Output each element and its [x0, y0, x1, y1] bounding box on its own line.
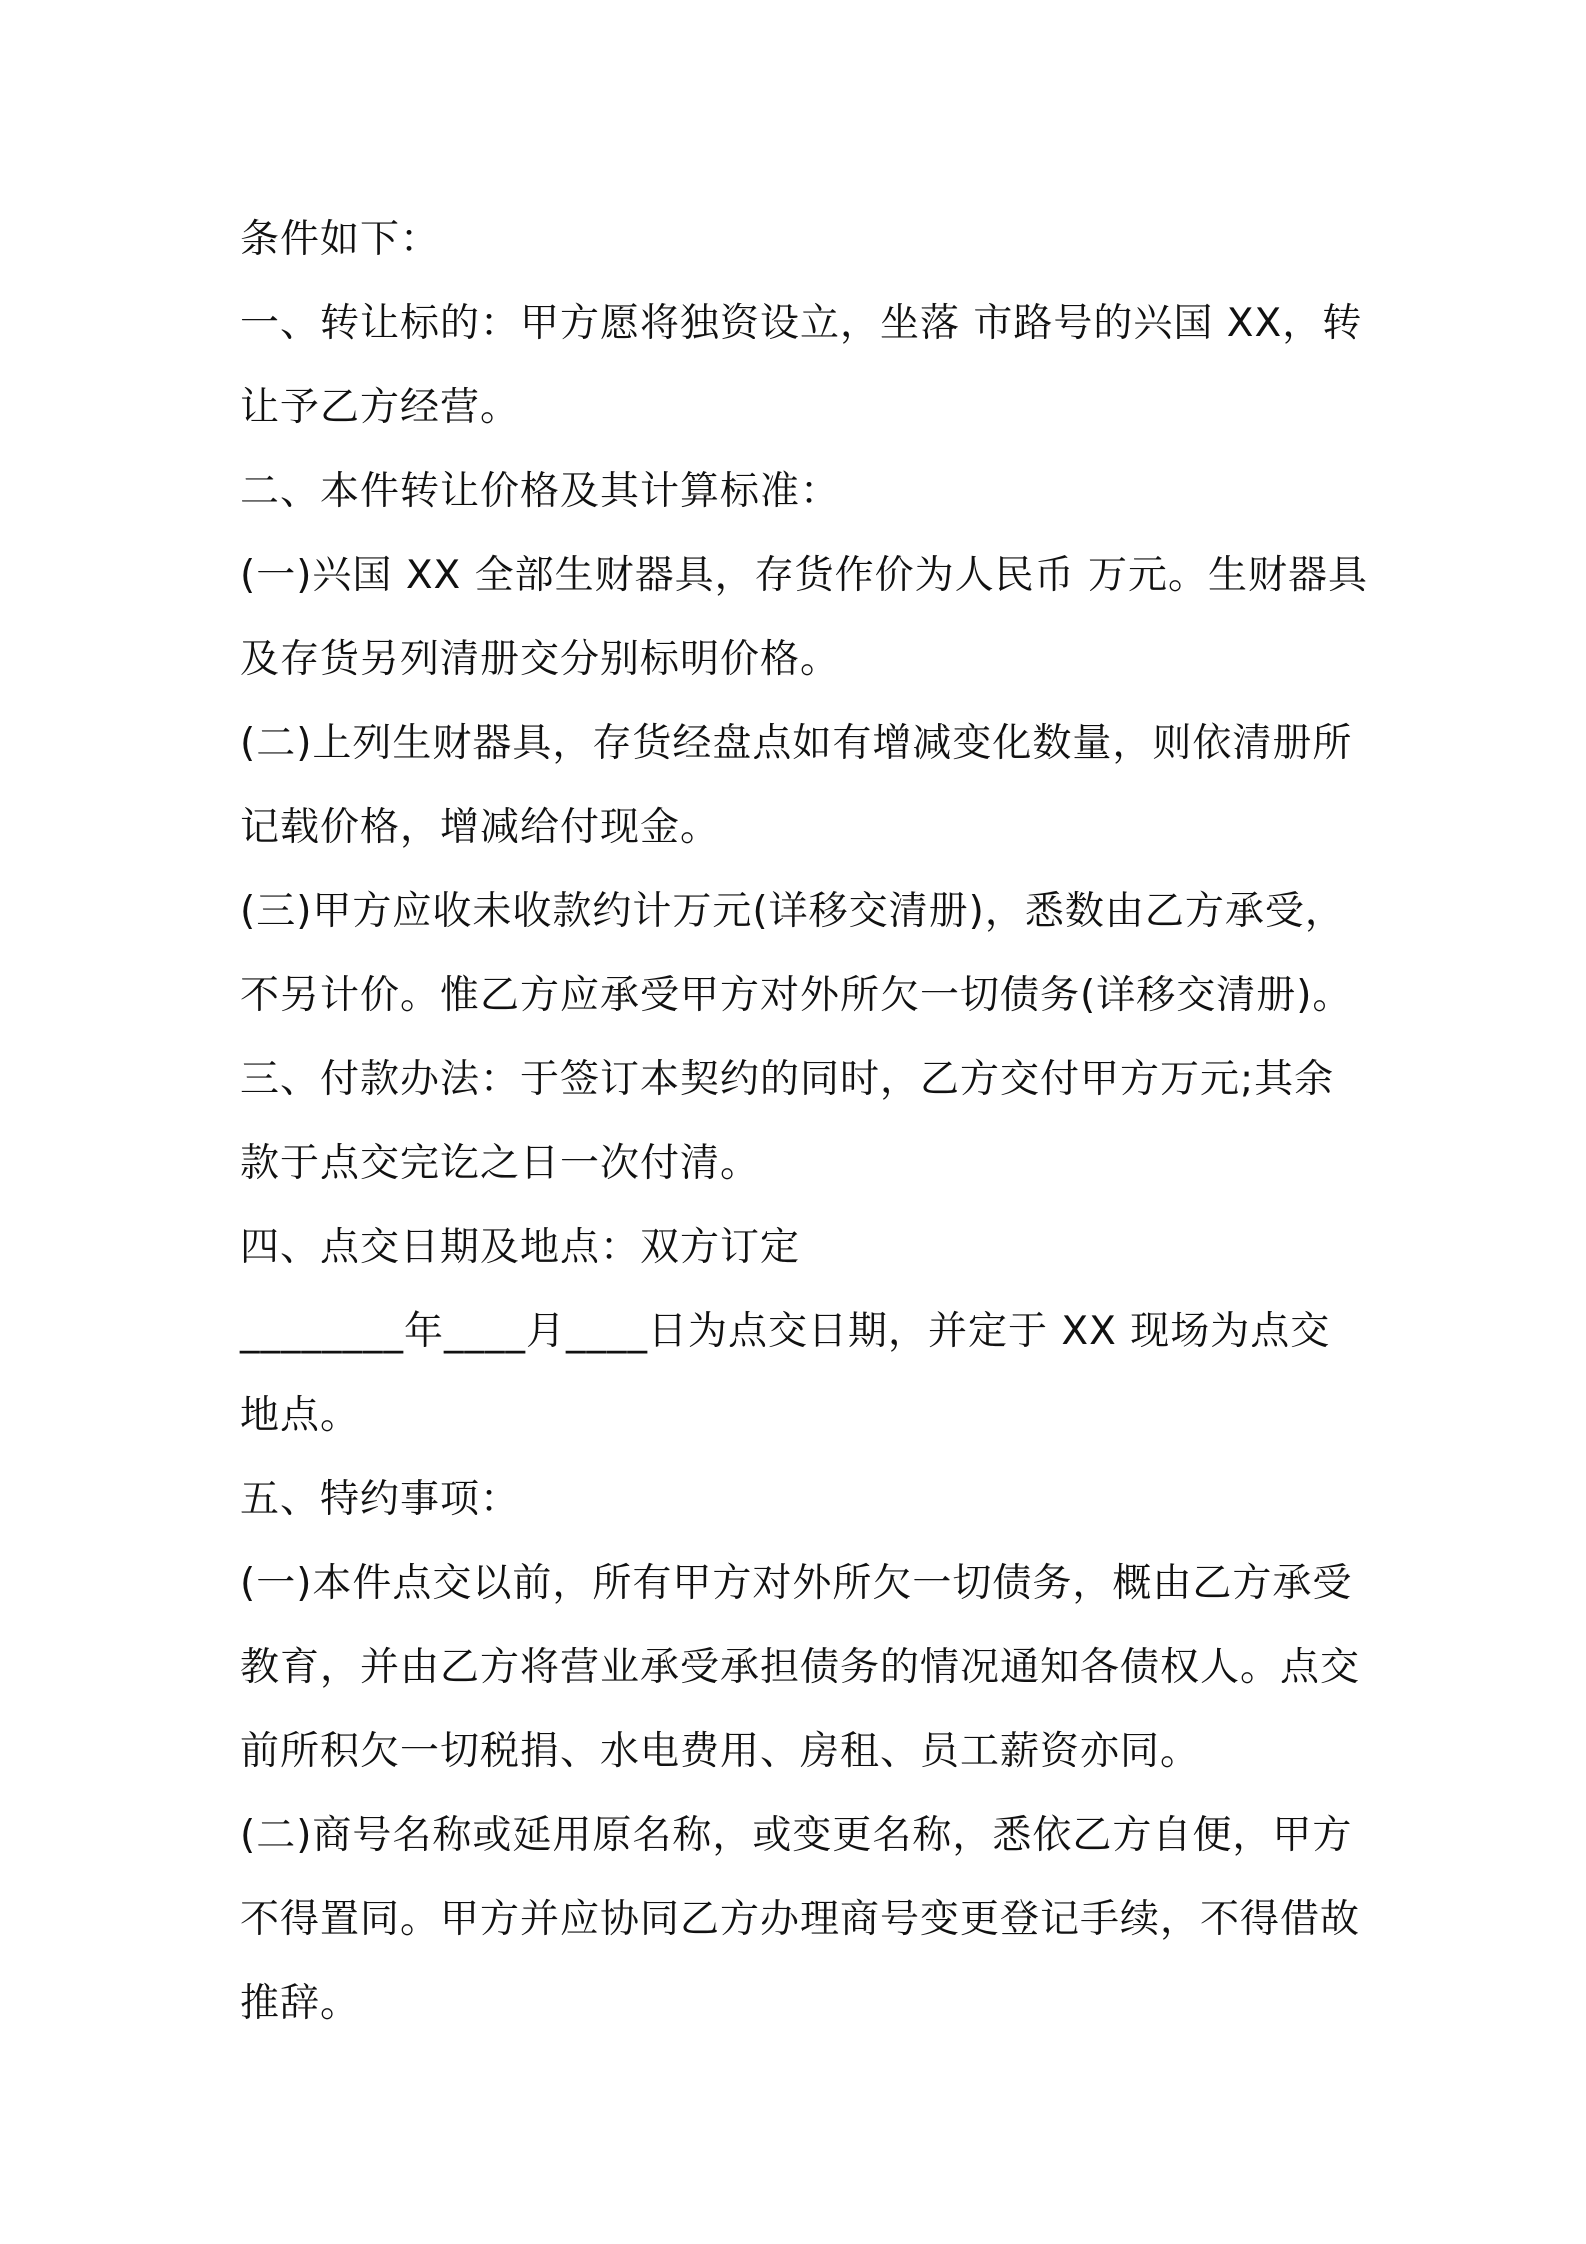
text-line: 前所积欠一切税捐、水电费用、房租、员工薪资亦同。 — [240, 1729, 1201, 1774]
paragraph-section-2-item-3 — [240, 870, 1360, 1038]
text-line: (一)本件点交以前，所有甲方对外所欠一切债务，概由乙方承受 — [240, 1561, 1353, 1606]
text-line: 三、付款办法：于签订本契约的同时，乙方交付甲方万元;其余 — [240, 1057, 1335, 1102]
text-line: 四、点交日期及地点：双方订定 — [240, 1225, 801, 1270]
text-line: ________年____月____日为点交日期，并定于 XX 现场为点交 — [240, 1309, 1331, 1354]
paragraph-section-5-special-heading — [240, 1458, 1360, 1542]
text-line: (三)甲方应收未收款约计万元(详移交清册)，悉数由乙方承受， — [240, 889, 1345, 934]
text-line: 地点。 — [240, 1393, 361, 1438]
paragraph-section-4-handover-heading — [240, 1206, 1360, 1290]
paragraph-section-5-item-1 — [240, 1542, 1360, 1794]
text-line: (一)兴国 XX 全部生财器具，存货作价为人民币 万元。生财器具 — [240, 553, 1369, 598]
paragraph-section-3-payment — [240, 1038, 1360, 1206]
text-line: (二)上列生财器具，存货经盘点如有增减变化数量，则依清册所 — [240, 721, 1353, 766]
text-line: 让予乙方经营。 — [240, 385, 521, 430]
text-line: 推辞。 — [240, 1981, 361, 2026]
text-line: 教育，并由乙方将营业承受承担债务的情况通知各债权人。点交 — [240, 1645, 1361, 1690]
paragraph-section-5-item-2 — [240, 1794, 1360, 2046]
text-line: 不另计价。惟乙方应承受甲方对外所欠一切债务(详移交清册)。 — [240, 973, 1353, 1018]
text-line: 条件如下： — [240, 217, 441, 262]
text-line: 及存货另列清册交分别标明价格。 — [240, 637, 841, 682]
text-line: 记载价格，增减给付现金。 — [240, 805, 721, 850]
paragraph-conditions-intro — [240, 198, 1360, 282]
document-body — [240, 198, 1369, 2046]
text-line: 五、特约事项： — [240, 1477, 521, 1522]
text-line: 不得置同。甲方并应协同乙方办理商号变更登记手续，不得借故 — [240, 1897, 1361, 1942]
paragraph-section-2-item-2 — [240, 702, 1360, 870]
paragraph-section-2-price-heading — [240, 450, 1360, 534]
text-line: 二、本件转让价格及其计算标准： — [240, 469, 841, 514]
text-line: (二)商号名称或延用原名称，或变更名称，悉依乙方自便，甲方 — [240, 1813, 1353, 1858]
paragraph-section-4-handover-date — [240, 1290, 1360, 1458]
paragraph-section-2-item-1 — [240, 534, 1369, 702]
paragraph-section-1-transfer-subject — [240, 282, 1363, 450]
text-line: 款于点交完讫之日一次付清。 — [240, 1141, 761, 1186]
text-line: 一、转让标的：甲方愿将独资设立，坐落 市路号的兴国 XX，转 — [240, 301, 1363, 346]
